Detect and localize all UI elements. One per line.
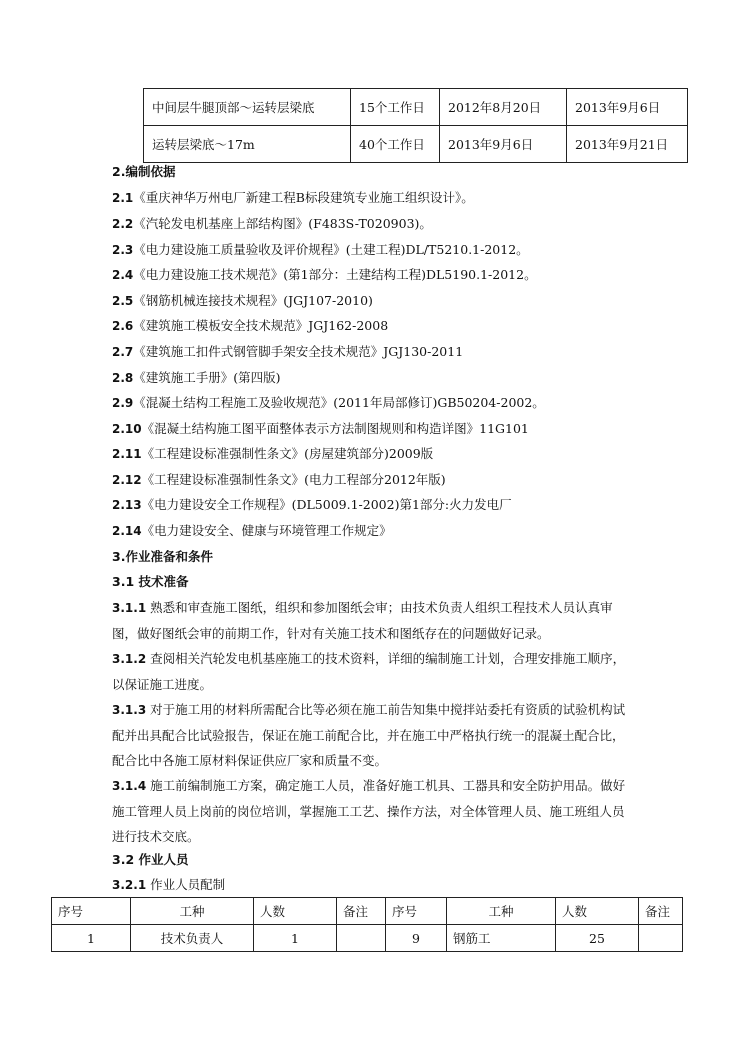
reference-number: 2.11 — [112, 447, 142, 461]
schedule-stage: 中间层牛腿顶部～运转层梁底 — [144, 89, 351, 126]
reference-item — [112, 344, 463, 360]
table-cell: 钢筋工 — [447, 925, 556, 952]
table-cell — [639, 925, 683, 952]
reference-number: 2.7 — [112, 345, 134, 359]
paragraph-text: 作业人员配制 — [146, 877, 226, 892]
paragraph-number: 3.2.1 — [112, 878, 147, 892]
table-row — [144, 126, 688, 163]
reference-item — [112, 216, 432, 232]
paragraph-number: 3.1.2 — [112, 652, 147, 666]
section-3-2-1-title — [112, 877, 225, 893]
table-cell: 9 — [386, 925, 447, 952]
reference-text: 《工程建设标准强制性条文》(房屋建筑部分)2009版 — [141, 446, 434, 461]
reference-item — [112, 523, 392, 539]
table-row — [144, 89, 688, 126]
reference-number: 2.9 — [112, 396, 134, 410]
reference-number: 2.1 — [112, 191, 134, 205]
reference-text: 《重庆神华万州电厂新建工程B标段建筑专业施工组织设计》。 — [133, 190, 474, 205]
reference-text: 《钢筋机械连接技术规程》(JGJ107-2010) — [133, 293, 373, 308]
reference-number: 2.2 — [112, 217, 134, 231]
reference-text: 《工程建设标准强制性条文》(电力工程部分2012年版) — [141, 472, 446, 487]
reference-number: 2.12 — [112, 473, 142, 487]
schedule-end: 2013年9月6日 — [567, 89, 688, 126]
reference-text: 《电力建设安全工作规程》(DL5009.1-2002)第1部分:火力发电厂 — [141, 497, 512, 512]
staff-table — [51, 897, 683, 952]
reference-item — [112, 318, 388, 334]
column-header: 人数 — [254, 898, 337, 925]
paragraph-text: 熟悉和审查施工图纸，组织和参加图纸会审；由技术负责人组织工程技术人员认真审图，做好图纸会审的前期工作，针对有关施工技术和图纸存在的问题做好记录。 — [112, 600, 613, 641]
column-header: 人数 — [556, 898, 639, 925]
reference-item — [112, 242, 529, 258]
paragraph-text: 施工前编制施工方案，确定施工人员，准备好施工机具、工器具和安全防护用品。做好施工管理人员上岗前的岗位培训，掌握施工工艺、操作方法，对全体管理人员、施工班组人员进行技术交底。 — [112, 778, 626, 844]
reference-text: 《汽轮发电机基座上部结构图》(F483S-T020903)。 — [133, 216, 432, 231]
paragraph-3-1-3 — [112, 697, 634, 773]
table-cell: 25 — [556, 925, 639, 952]
column-header: 序号 — [386, 898, 447, 925]
reference-text: 《建筑施工扣件式钢管脚手架安全技术规范》JGJ130-2011 — [133, 344, 464, 359]
paragraph-3-1-4 — [112, 773, 634, 849]
reference-number: 2.14 — [112, 524, 142, 538]
reference-item — [112, 267, 537, 283]
reference-text: 《电力建设施工技术规范》(第1部分：土建结构工程)DL5190.1-2012。 — [133, 267, 537, 282]
reference-number: 2.6 — [112, 319, 134, 333]
paragraph-3-1-1 — [112, 595, 634, 646]
reference-item — [112, 395, 545, 411]
reference-text: 《建筑施工手册》(第四版) — [133, 370, 281, 385]
reference-item — [112, 370, 281, 386]
reference-number: 2.13 — [112, 498, 142, 512]
paragraph-3-1-2 — [112, 646, 634, 697]
reference-number: 2.5 — [112, 294, 134, 308]
reference-text: 《建筑施工模板安全技术规范》JGJ162-2008 — [133, 318, 389, 333]
schedule-start: 2013年9月6日 — [440, 126, 567, 163]
table-cell: 技术负责人 — [131, 925, 254, 952]
reference-item — [112, 293, 373, 309]
reference-text: 《电力建设安全、健康与环境管理工作规定》 — [141, 523, 392, 538]
section-3-2-title: 3.2 作业人员 — [112, 852, 189, 867]
reference-item — [112, 446, 433, 462]
schedule-start: 2012年8月20日 — [440, 89, 567, 126]
paragraph-number: 3.1.3 — [112, 703, 147, 717]
reference-number: 2.4 — [112, 268, 134, 282]
reference-item — [112, 421, 529, 437]
section-2-title: 2.编制依据 — [112, 164, 176, 179]
column-header: 备注 — [337, 898, 386, 925]
reference-item — [112, 472, 446, 488]
table-header-row — [52, 898, 683, 925]
paragraph-number: 3.1.1 — [112, 601, 147, 615]
paragraph-text: 对于施工用的材料所需配合比等必须在施工前告知集中搅拌站委托有资质的试验机构试配并出具配合比试验报告，保证在施工前配合比，并在施工中严格执行统一的混凝土配合比，配合比中各施工原材料保证供应厂家和质量不变。 — [112, 702, 626, 768]
column-header: 工种 — [447, 898, 556, 925]
schedule-duration: 40个工作日 — [351, 126, 440, 163]
reference-text: 《混凝土结构施工图平面整体表示方法制图规则和构造详图》11G101 — [141, 421, 529, 436]
reference-number: 2.8 — [112, 371, 134, 385]
section-3-title: 3.作业准备和条件 — [112, 549, 213, 564]
table-cell: 1 — [52, 925, 131, 952]
column-header: 序号 — [52, 898, 131, 925]
paragraph-number: 3.1.4 — [112, 779, 147, 793]
reference-item — [112, 190, 474, 206]
schedule-duration: 15个工作日 — [351, 89, 440, 126]
section-3-1-title: 3.1 技术准备 — [112, 574, 189, 589]
table-cell: 1 — [254, 925, 337, 952]
schedule-table — [143, 88, 688, 163]
reference-number: 2.10 — [112, 422, 142, 436]
reference-item — [112, 497, 512, 513]
table-row — [52, 925, 683, 952]
column-header: 工种 — [131, 898, 254, 925]
schedule-end: 2013年9月21日 — [567, 126, 688, 163]
table-cell — [337, 925, 386, 952]
reference-text: 《电力建设施工质量验收及评价规程》(土建工程)DL/T5210.1-2012。 — [133, 242, 529, 257]
reference-text: 《混凝土结构工程施工及验收规范》(2011年局部修订)GB50204-2002。 — [133, 395, 545, 410]
schedule-stage: 运转层梁底～17m — [144, 126, 351, 163]
column-header: 备注 — [639, 898, 683, 925]
reference-number: 2.3 — [112, 243, 134, 257]
paragraph-text: 查阅相关汽轮发电机基座施工的技术资料，详细的编制施工计划，合理安排施工顺序，以保证施工进度。 — [112, 651, 626, 692]
